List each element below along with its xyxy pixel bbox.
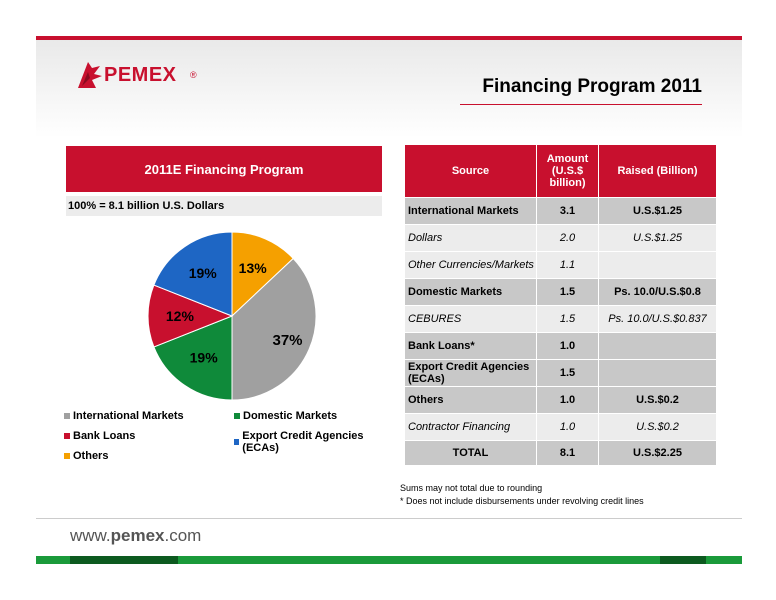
legend-label: Others: [73, 450, 109, 462]
legend-label: Export Credit Agencies (ECAs): [242, 430, 364, 454]
legend-swatch: [234, 439, 239, 445]
cell-amount: 1.5: [537, 360, 599, 387]
table-row: [405, 360, 717, 387]
cell-amount: 1.1: [537, 252, 599, 279]
cell-source: Domestic Markets: [405, 279, 537, 306]
cell-source: CEBURES: [405, 306, 537, 333]
cell-raised: U.S.$1.25: [599, 225, 717, 252]
column-header-source: Source: [405, 145, 537, 198]
table-row: [405, 414, 717, 441]
table-row: [405, 279, 717, 306]
page-title: Financing Program 2011: [482, 76, 702, 97]
pie-label: 12%: [165, 308, 194, 324]
financing-program-title: 2011E Financing Program: [66, 146, 382, 192]
table-row: [405, 198, 717, 225]
footnote-rounding: Sums may not total due to rounding: [400, 483, 543, 493]
pie-legend: [64, 408, 384, 472]
cell-raised: [599, 333, 717, 360]
footnote-revolving: * Does not include disbursements under revolving credit lines: [400, 496, 644, 506]
legend-item: [64, 430, 135, 442]
logo-text: PEMEX: [104, 64, 177, 86]
legend-label: Domestic Markets: [243, 410, 338, 422]
table-header-row: [405, 145, 717, 198]
pie-label: 37%: [272, 332, 303, 350]
table-row: [405, 387, 717, 414]
cell-raised: [599, 252, 717, 279]
url-prefix: www.: [70, 526, 111, 545]
cell-raised: U.S.$0.2: [599, 414, 717, 441]
cell-amount: 1.0: [537, 387, 599, 414]
title-underline: [460, 104, 702, 105]
financing-table: [404, 144, 717, 466]
legend-item: [234, 410, 337, 422]
legend-label: International Markets: [73, 410, 184, 422]
legend-label: Bank Loans: [73, 430, 136, 442]
legend-swatch: [64, 433, 70, 439]
cell-source: Other Currencies/Markets: [405, 252, 537, 279]
cell-source: International Markets: [405, 198, 537, 225]
cell-raised: [599, 360, 717, 387]
financing-pie-chart: [146, 230, 318, 402]
cell-raised: U.S.$2.25: [599, 441, 717, 466]
footnotes: [400, 482, 644, 508]
legend-swatch: [64, 453, 70, 459]
cell-amount: 3.1: [537, 198, 599, 225]
cell-raised: Ps. 10.0/U.S.$0.837: [599, 306, 717, 333]
cell-source: Bank Loans*: [405, 333, 537, 360]
table-row: [405, 333, 717, 360]
pie-label: 19%: [189, 349, 218, 366]
cell-source: Others: [405, 387, 537, 414]
footer-url[interactable]: [70, 526, 201, 546]
financing-total-note: 100% = 8.1 billion U.S. Dollars: [66, 196, 382, 216]
bottom-bar-accent-right: [660, 556, 706, 564]
cell-source: Contractor Financing: [405, 414, 537, 441]
cell-amount: 2.0: [537, 225, 599, 252]
registered-mark: ®: [190, 70, 197, 80]
cell-source: Export Credit Agencies (ECAs): [405, 360, 537, 387]
table-row: [405, 225, 717, 252]
cell-raised: U.S.$0.2: [599, 387, 717, 414]
column-header-amount: Amount (U.S.$ billion): [537, 145, 599, 198]
pie-label: 13%: [238, 260, 267, 277]
url-domain: pemex: [110, 526, 165, 545]
table-row: [405, 252, 717, 279]
bottom-bar-accent-left: [70, 556, 178, 564]
cell-source: TOTAL: [405, 441, 537, 466]
legend-item: [64, 410, 184, 422]
table-row: [405, 306, 717, 333]
legend-swatch: [234, 413, 240, 419]
cell-amount: 8.1: [537, 441, 599, 466]
pemex-logo: [74, 58, 234, 92]
cell-amount: 1.0: [537, 333, 599, 360]
table-row: [405, 441, 717, 466]
legend-item: [234, 430, 384, 454]
cell-source: Dollars: [405, 225, 537, 252]
eagle-icon: [74, 58, 104, 92]
cell-amount: 1.0: [537, 414, 599, 441]
column-header-raised: Raised (Billion): [599, 145, 717, 198]
footer-divider: [36, 518, 742, 519]
url-suffix: .com: [164, 526, 202, 545]
cell-raised: Ps. 10.0/U.S.$0.8: [599, 279, 717, 306]
cell-amount: 1.5: [537, 279, 599, 306]
pie-label: 19%: [188, 264, 217, 281]
legend-item: [64, 450, 108, 462]
cell-raised: U.S.$1.25: [599, 198, 717, 225]
cell-amount: 1.5: [537, 306, 599, 333]
legend-swatch: [64, 413, 70, 419]
